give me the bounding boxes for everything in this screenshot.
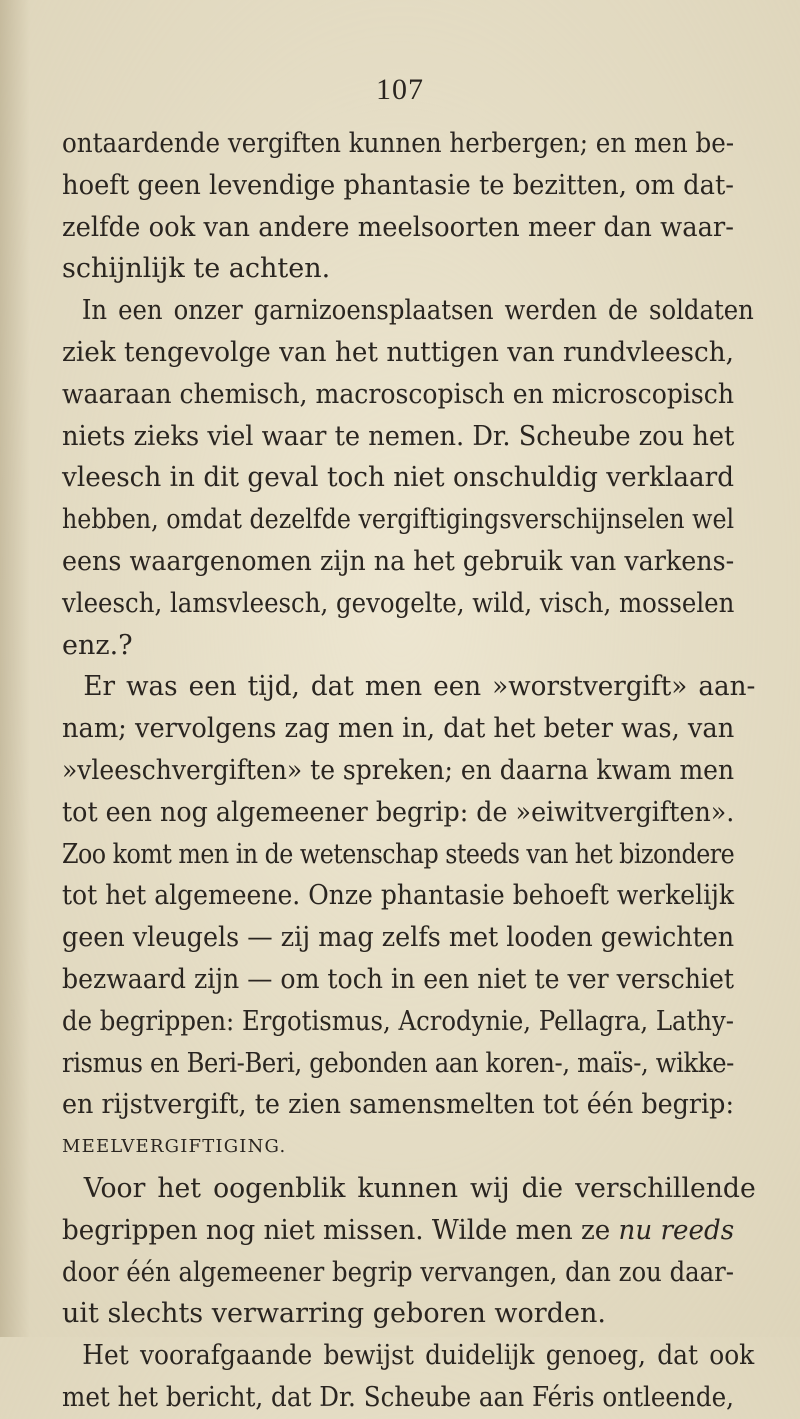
text-line: en rijstvergift, te zien samensmelten tot één begrip:	[62, 1089, 735, 1121]
text-segment: begrippen nog niet missen. Wilde men ze	[62, 1214, 619, 1246]
text-line: enz.?	[62, 629, 133, 661]
text-line: ontaardende vergiften kunnen herbergen; en men be-	[62, 128, 735, 159]
text-line: tot een nog algemeener begrip: de »eiwitvergiften».	[62, 796, 735, 828]
text-line: de begrippen: Ergotismus, Acrodynie, Pellagra, Lathy-	[62, 1005, 734, 1037]
text-line: vleesch in dit geval toch niet onschuldig verklaard	[62, 462, 735, 494]
text-line: ziek tengevolge van het nuttigen van rundvleesch,	[62, 336, 734, 368]
text-line: Zoo komt men in de wetenschap steeds van het bizondere	[62, 838, 735, 870]
text-line: Er was een tijd, dat men een »worstvergift» aan-	[83, 671, 756, 703]
text-line: In een onzer garnizoensplaatsen werden de soldaten	[81, 295, 754, 327]
text-line: nam; vervolgens zag men in, dat het beter was, van	[62, 713, 735, 745]
page-edge-shadow	[0, 0, 30, 1337]
text-line: bezwaard zijn — om toch in een niet te ver verschiet	[62, 963, 735, 995]
text-line: eens waargenomen zijn na het gebruik van varkens-	[62, 545, 735, 577]
text-line: vleesch, lamsvleesch, gevogelte, wild, visch, mosselen	[62, 587, 735, 619]
text-line: door één algemeener begrip vervangen, dan zou daar-	[62, 1256, 734, 1288]
text-line: rismus en Beri-Beri, gebonden aan koren-, maïs-, wikke-	[62, 1047, 735, 1079]
text-line: »vleeschvergiften» te spreken; en daarna kwam men	[62, 754, 735, 786]
body-text	[62, 123, 756, 1419]
text-line: Het voorafgaande bewijst duidelijk genoeg, dat ook	[82, 1340, 755, 1372]
text-line: hoeft geen levendige phantasie te bezitten, om dat-	[62, 169, 735, 201]
page-number: 107	[376, 73, 424, 106]
text-line: MEELVERGIFTIGING.	[62, 1136, 287, 1158]
text-line: tot het algemeene. Onze phantasie behoeft werkelijk	[62, 880, 735, 912]
text-line: met het bericht, dat Dr. Scheube aan Féris ontleende,	[62, 1381, 734, 1413]
text-line: geen vleugels — zij mag zelfs met looden gewichten	[62, 922, 735, 954]
text-line: hebben, omdat dezelfde vergiftigingsverschijnselen wel	[62, 504, 735, 536]
text-line-with-italic	[62, 1210, 734, 1252]
text-line: niets zieks viel waar te nemen. Dr. Scheube zou het	[62, 420, 735, 452]
text-line: Voor het oogenblik kunnen wij die verschillende	[83, 1172, 756, 1204]
italic-phrase: nu reeds	[618, 1214, 735, 1246]
text-line: schijnlijk te achten.	[62, 253, 331, 285]
text-line: uit slechts verwarring geboren worden.	[62, 1298, 606, 1330]
text-line: zelfde ook van andere meelsoorten meer dan waar-	[62, 211, 734, 243]
text-line: waaraan chemisch, macroscopisch en microscopisch	[62, 378, 735, 410]
